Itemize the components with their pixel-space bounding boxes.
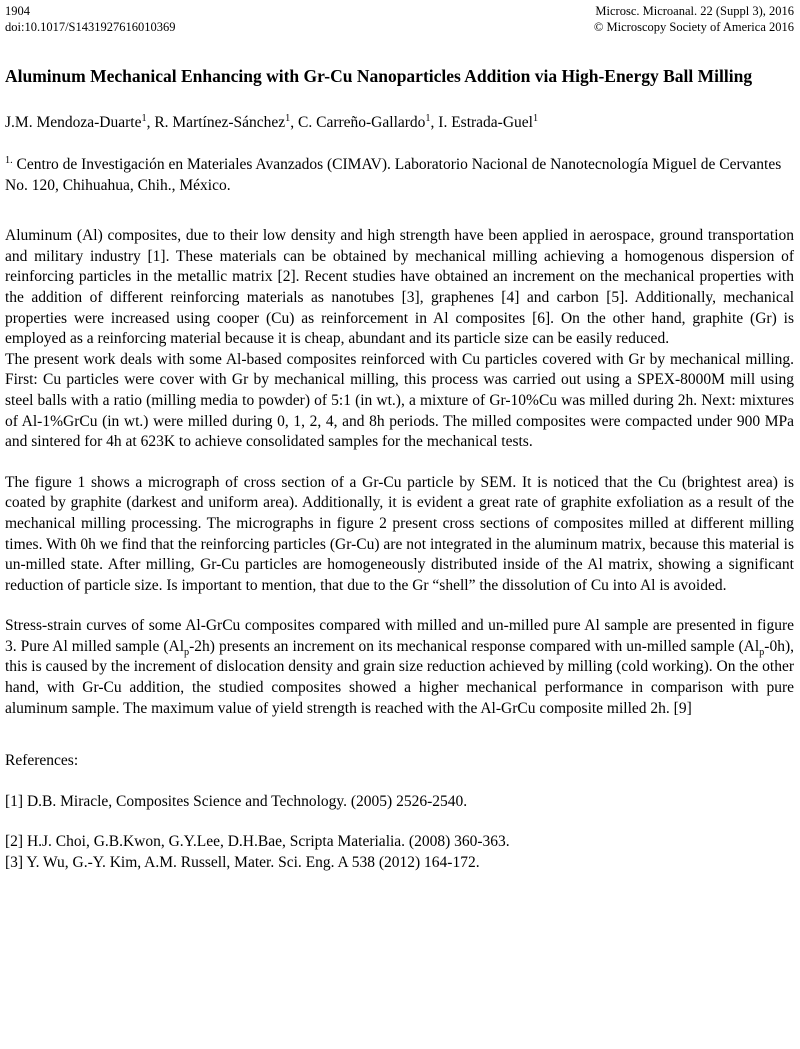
paper-title: Aluminum Mechanical Enhancing with Gr-Cu Nanoparticles Addition via High-Energy Ball Milling xyxy=(5,66,753,86)
doi-text: doi:10.1017/S1431927616010369 xyxy=(5,20,176,34)
paragraph-mechanical: Stress-strain curves of some Al-GrCu composites compared with milled and un-milled pure Al sample are presented in figure 3. Pure Al milled sample $(Al_p-2h)$ presents an increment on its mechanical response compared with un-milled sample $(Al_p-0h)$, this is caused by the increment of dislocation density and grain size reduction achieved by milling (cold working). On the other hand, with Gr-Cu addition, the studied composites showed a higher mechanical performance in comparison with pure aluminum sample. The maximum value of yield strength is reached with the Al-GrCu composite milled 2h. [9] xyxy=(5,617,795,717)
reference-item-3: [3] Y. Wu, G.-Y. Kim, A.M. Russell, Mater. Sci. Eng. A 538 (2012) 164-172. xyxy=(5,854,480,872)
affiliation-line: $^{1.}$ Centro de Investigación en Materiales Avanzados (CIMAV). Laboratorio Nacional de Nanotecnología Miguel de Cervantes No. 120, Chihuahua, Chih., México. xyxy=(5,154,782,194)
reference-item-2: [2] H.J. Choi, G.B.Kwon, G.Y.Lee, D.H.Bae, Scripta Materialia. (2008) 360-363. xyxy=(5,833,510,851)
paragraph-method: The present work deals with some Al-based composites reinforced with Cu particles covered with Gr by mechanical milling. First: Cu particles were cover with Gr by mechanical milling, this process was carried out using a SPEX-8000M mill using steel balls with a ratio (milling media to powder) of 5:1 (in wt.), a mixture of Gr-10%Cu was milled during 2h. Next: mixtures of Al-1%GrCu (in wt.) were milled during 0, 1, 2, 4, and 8h periods. The milled composites were compacted under 900 MPa and sintered for 4h at 623K to achieve consolidated samples for the mechanical tests. xyxy=(5,350,794,451)
authors-line: J.M. Mendoza-Duarte$^1$, R. Martínez-Sánchez$^1$, C. Carreño-Gallardo$^1$, I. Estrada-Guel$^1$ xyxy=(5,112,539,131)
paragraph-intro: Aluminum (Al) composites, due to their low density and high strength have been applied in aerospace, ground transportation and military industry [1]. These materials can be obtained by mechanical milling achieving a homogenous dispersion of reinforcing particles in the metallic matrix [2]. Recent studies have obtained an increment on the mechanical properties with the addition of different reinforcing materials as nanotubes [3], graphenes [4] and carbon [5]. Additionally, mechanical properties were increased using cooper (Cu) as reinforcement in Al composites [6]. On the other hand, graphite (Gr) is employed as a reinforcing material because it is cheap, abundant and its particle size can be easily reduced. xyxy=(5,227,794,348)
header-right-block xyxy=(594,3,794,35)
journal-citation: Microsc. Microanal. 22 (Suppl 3), 2016 xyxy=(595,4,794,18)
paragraph-figures: The figure 1 shows a micrograph of cross section of a Gr-Cu particle by SEM. It is noticed that the Cu (brightest area) is coated by graphite (darkest and uniform area). Additionally, it is evident a great rate of graphite exfoliation as a result of the mechanical milling processing. The micrographs in figure 2 present cross sections of composites milled at different milling times. With 0h we find that the reinforcing particles (Gr-Cu) are not integrated in the aluminum matrix, because this material is un-milled state. After milling, Gr-Cu particles are homogeneously distributed inside of the Al matrix, showing a significant reduction of particle size. Is important to mention, that due to the Gr “shell” the dissolution of Cu into Al is avoided. xyxy=(5,473,794,594)
page-number: 1904 xyxy=(5,4,30,18)
references-heading: References: xyxy=(5,752,79,770)
page-header xyxy=(5,3,794,35)
copyright-line: © Microscopy Society of America 2016 xyxy=(593,20,794,34)
header-left-block xyxy=(5,3,176,35)
reference-item-1: [1] D.B. Miracle, Composites Science and Technology. (2005) 2526-2540. xyxy=(5,792,468,810)
